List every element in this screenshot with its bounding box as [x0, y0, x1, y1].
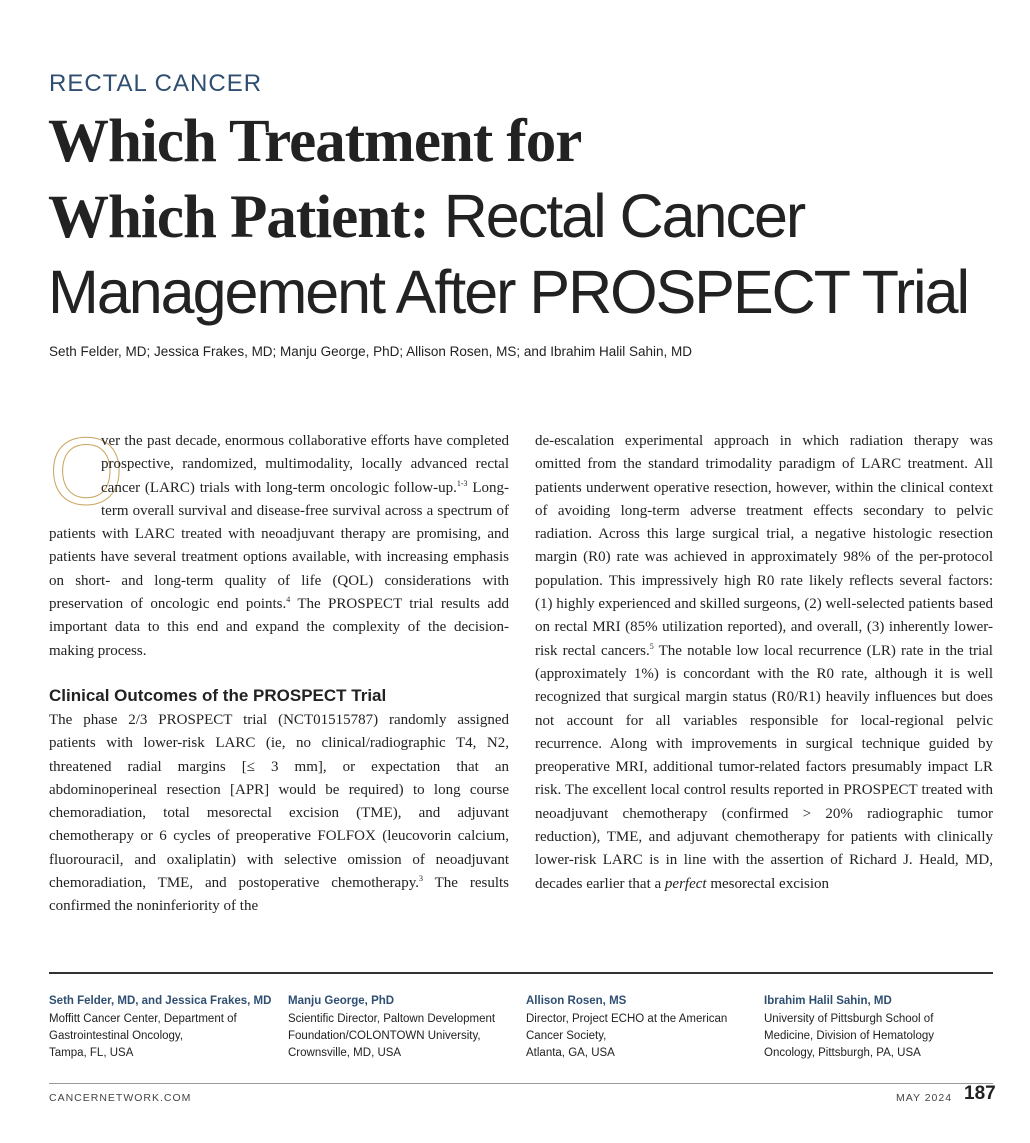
section-kicker: RECTAL CANCER — [49, 70, 263, 97]
affiliation-name: Allison Rosen, MS — [526, 995, 627, 1007]
affiliation-detail: University of Pittsburgh School of Medicine, Division of Hematology Oncology, Pittsburgh, PA, USA — [764, 1013, 935, 1059]
citation-sup: 4 — [286, 595, 291, 605]
article-title — [48, 104, 988, 331]
intro-text-a: ver the past decade, enormous collaborative efforts have completed prospective, randomized, multimodality, locally advanced rectal cancer (LARC) trials with long-term oncologic follow-up. — [101, 433, 509, 496]
title-line-1: Which Treatment for — [48, 108, 582, 175]
emphasis-text: perfect — [664, 875, 707, 892]
affiliation-block — [49, 993, 284, 1062]
section-heading: Clinical Outcomes of the PROSPECT Trial — [49, 685, 387, 705]
citation-sup: 3 — [418, 874, 423, 884]
affiliation-block — [526, 993, 762, 1062]
page-number: 187 — [964, 1083, 996, 1104]
body-paragraph — [49, 709, 509, 919]
title-line-2-bold: Which Patient: — [48, 184, 429, 251]
affiliation-block — [764, 993, 993, 1062]
body-text-a: The phase 2/3 PROSPECT trial (NCT01515787) randomly assigned patients with lower-risk LARC (ie, no clinical/radiographic T4, N2, threatened radial margins [≤ 3 mm], or expectation that an abdominoperineal resection [APR] would be required) to long course chemoradiation, total mesorectal excision (TME), and adjuvant chemotherapy or 6 cycles of preoperative FOLFOX (leucovorin calcium, fluorouracil, and oxaliplatin) with selective omission of neoadjuvant chemoradiation, TME, and postoperative chemotherapy. — [49, 711, 509, 892]
affiliation-name: Seth Felder, MD, and Jessica Frakes, MD — [49, 995, 272, 1007]
citation-sup: 1-3 — [456, 478, 468, 488]
footer-date: MAY 2024 — [896, 1092, 953, 1104]
affiliation-divider — [49, 972, 993, 974]
citation-sup: 5 — [649, 641, 654, 651]
footer-site: CANCERNETWORK.COM — [49, 1092, 192, 1104]
title-line-2-light: Rectal Cancer — [428, 182, 805, 250]
affiliation-name: Manju George, PhD — [288, 995, 395, 1007]
footer-divider — [49, 1083, 993, 1084]
affiliation-name: Ibrahim Halil Sahin, MD — [764, 995, 892, 1007]
affiliation-detail: Moffitt Cancer Center, Department of Gastrointestinal Oncology, Tampa, FL, USA — [49, 1013, 237, 1059]
affiliation-detail: Director, Project ECHO at the American Cancer Society, Atlanta, GA, USA — [526, 1013, 728, 1059]
body-text-e: mesorectal excision — [706, 875, 830, 892]
author-list: Seth Felder, MD; Jessica Frakes, MD; Manju George, PhD; Allison Rosen, MS; and Ibrahim Halil Sahin, MD — [49, 344, 692, 359]
body-text-c: de-escalation experimental approach in which radiation therapy was omitted from the standard trimodality paradigm of LARC treatment. All patients underwent operative resection, however, within the clinical context of avoiding long-term adverse treatment effects secondary to pelvic radiation. Across this large surgical trial, a negative histologic resection margin (R0) rate was achieved in approximately 98% of the per-protocol population. This impressively high R0 rate likely reflects several factors: (1) highly experienced and skilled surgeons, (2) well-selected patients based on rectal MRI (85% utilization reported), and overall, (3) inherently lower-risk rectal cancers. — [535, 433, 993, 659]
intro-text-c: The PROSPECT trial results add important data to this end and expand the complexity of the decision-making process. — [49, 596, 509, 659]
intro-paragraph — [49, 418, 509, 663]
body-paragraph — [535, 430, 993, 896]
intro-text-b: Long-term overall survival and disease-free survival across a spectrum of patients with LARC treated with neoadjuvant therapy are promising, and patients have several treatment options available, with increasing emphasis on short- and long-term quality of life (QOL) considerations with preservation of oncologic end points. — [49, 479, 509, 613]
affiliation-block — [288, 993, 524, 1062]
article-column-right — [535, 430, 993, 896]
article-column-left — [49, 418, 509, 919]
body-text-b: The results confirmed the noninferiority of the — [49, 875, 509, 915]
dropcap-letter: O — [49, 418, 124, 525]
body-text-d: The notable low local recurrence (LR) rate in the trial (approximately 1%) is concordant with the R0 rate, although it is well recognized that surgical margin status (R0/R1) heavily influences but does not account for all variables responsible for local-regional pelvic recurrence. Along with improvements in surgical technique guided by preoperative MRI, additional tumor-related factors presumably impact LR risk. The excellent local control results reported in PROSPECT treated with neoadjuvant chemotherapy (confirmed > 20% radiographic tumor reduction), TME, and adjuvant chemotherapy for patients with clinically lower-risk LARC is in line with the assertion of Richard J. Heald, MD, decades earlier that a — [535, 642, 993, 892]
title-line-3: Management After PROSPECT Trial — [48, 258, 969, 326]
affiliation-detail: Scientific Director, Paltown Development Foundation/COLONTOWN University, Crownsville, MD, USA — [288, 1013, 496, 1059]
